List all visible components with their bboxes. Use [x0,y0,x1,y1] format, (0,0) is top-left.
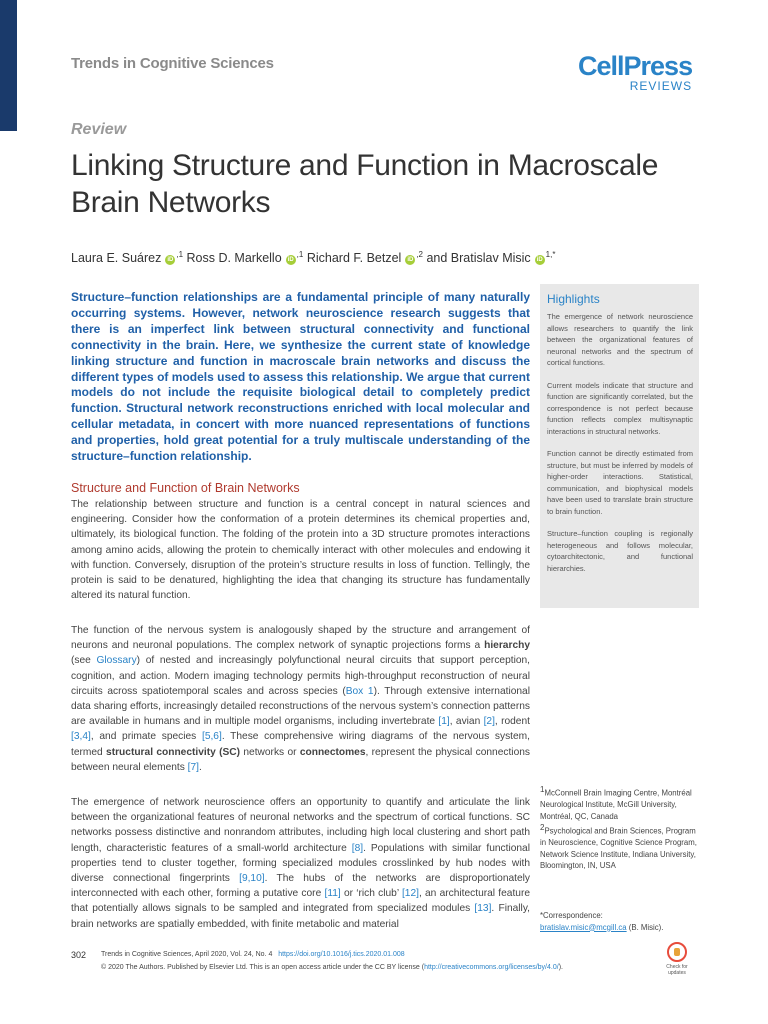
ref-link[interactable]: [1] [438,716,450,728]
email-link[interactable]: bratislav.misic@mcgill.ca [540,922,627,932]
orcid-icon[interactable]: iD [287,257,294,264]
logo-sub: REVIEWS [629,79,693,93]
ref-link[interactable]: [9,10] [239,873,265,885]
term-sc: structural connectivity (SC) [106,746,241,758]
orcid-icon[interactable]: iD [407,257,414,264]
affiliation [540,784,700,822]
footer-license [101,964,563,971]
text-run: , avian [449,716,484,728]
highlight-item: The emergence of network neuroscience allows researchers to quantify the link between the organizational features of neuronal networks and the spectrum of cortical functions. [547,312,693,367]
highlights-box [540,284,699,608]
citation-text: Trends in Cognitive Sciences, April 2020, Vol. 24, No. 4 [101,951,273,958]
text-run: . These comprehensive wiring diagrams of the nervous system, termed [71,731,530,758]
box1-link[interactable]: Box 1 [345,685,374,697]
orcid-icon[interactable]: iD [167,257,174,264]
term-connectomes: connectomes [299,746,366,758]
text-run: . Populations with similar functional properties tend to cluster together, forming specialized modules crosslinked by hub nodes with diverse connectional fingerprints [71,842,530,885]
author-sup: ,2 [416,250,423,259]
journal-color-bar [0,0,17,131]
aff-text: McConnell Brain Imaging Centre, Montréal Neurological Institute, McGill University, Montréal, QC, Canada [540,788,692,821]
text-run: . The hubs of the networks are disproportionately interconnected with each other, forming a putative core [71,873,531,900]
author-list [71,250,711,265]
page-number: 302 [71,950,87,960]
license-link[interactable]: http://creativecommons.org/licenses/by/4.0/ [424,964,559,971]
affiliation [540,822,700,872]
author-sup: ,1 [176,250,184,259]
article-type: Review [71,121,127,138]
correspondence-line [540,922,710,934]
author-sup: 1,* [545,250,556,259]
correspondence [540,910,710,933]
text-run: , rodent [494,716,530,728]
ref-link[interactable]: [12] [401,888,419,900]
body-paragraph-3 [71,795,530,932]
author-name: and Bratislav Misic [426,251,531,266]
text-run: , an architectural feature that potentially allows signals to be sampled and integrated from specialized modules [71,888,530,915]
text-run: , and primate species [90,731,202,743]
highlight-item: Function cannot be directly estimated from structure, but must be inferred by models of higher-order interactions. Statistical, communication, and biophysical models have been used to translate brain structure to brain function. [547,449,693,516]
text-run: (see [71,655,97,667]
logo-main: CellPress [578,51,693,81]
ref-link[interactable]: [3,4] [71,731,91,743]
text-run: networks or [240,746,300,758]
ref-link[interactable]: [2] [483,716,495,728]
author-name: Ross D. Markello [186,251,282,266]
text-run: or ‘rich club’ [340,888,402,900]
ref-link[interactable]: [5,6] [201,731,222,743]
text-run: The function of the nervous system is analogously shaped by the structure and arrangement of neurons and neuronal populations. The complex network of synaptic projections forms a [71,625,530,652]
license-text: ). [558,964,563,971]
correspondence-suffix: (B. Misic). [626,922,664,932]
text-run: ) of nested and increasingly polyfunctional neural circuits that support perception, cognition, and action. Modern imaging technology permits high-throughput reconstruction of neural circuits across spatiotemporal scales and across species ( [71,655,531,697]
author-sup: ,1 [296,250,304,259]
highlights-body [547,311,693,585]
footer-citation [101,951,405,958]
text-run: ). Through extensive international data sharing efforts, increasingly detailed reconstructions of the nervous system’s connection patterns are available in humans and in multiple model organisms, including invertebrate [71,685,530,728]
badge-label: Check for updates [666,964,688,976]
doi-link[interactable]: https://doi.org/10.1016/j.tics.2020.01.008 [278,951,405,958]
text-run: The emergence of network neuroscience offers an opportunity to quantify and articulate the link between the organizational features of neuronal networks and the spectrum of cortical functions. SC networks possess distinctive and nonrandom attributes, including high local clustering and short path length, characteristic features of a small-world architecture [71,797,530,854]
text-run: , represent the physical connections between neural elements [71,746,530,773]
ref-link[interactable]: [7] [187,761,199,773]
crossmark-icon [667,942,687,962]
text-run: . [199,761,202,773]
term-hierarchy: hierarchy [484,640,530,652]
author-name: Richard F. Betzel [306,251,402,266]
abstract: Structure–function relationships are a fundamental principle of many naturally occurring systems. However, network neuroscience research suggests that there is an imperfect link between structural connectivity and functional connectivity in the brain. Here, we synthesize the current state of knowledge linking structure and function in macroscale brain networks and discuss the different types of models used to assess this relationship. We argue that current models do not include the requisite biological detail to completely predict function. Structural network reconstructions enriched with local molecular and cellular metadata, in concert with more nuanced representations of functions and properties, hold great potential for a truly multiscale understanding of the structure–function relationship. [71,290,530,464]
section-heading: Structure and Function of Brain Networks [71,481,300,495]
glossary-link[interactable]: Glossary [96,655,137,667]
body-paragraph-2 [71,623,530,775]
check-for-updates-badge[interactable] [661,942,693,982]
author-name: Laura E. Suárez [71,251,162,266]
aff-text: Psychological and Brain Sciences, Program in Neuroscience, Cognitive Science Program, Network Science Institute, Indiana University, Bloomington, IN, USA [540,826,697,871]
correspondence-label: *Correspondence: [540,911,603,920]
publisher-logo[interactable] [578,52,692,93]
affiliations [540,784,700,872]
body-paragraph-1: The relationship between structure and function is a central concept in natural sciences and engineering. Consider how the conformation of a protein determines its chemical properties and, ultimately, its biological function. The folding of the protein into a 3D structure promotes interactions among amino acids, allowing the protein to chemically interact with other molecules and endowing it with function. Conversely, disruption of the protein’s structure results in loss of function. Tellingly, the protein is said to be denatured, highlighting the idea that changing its structure has fundamentally altered its natural function. [71,499,530,602]
text-run: . Finally, brain networks are spatially embedded, with finite metabolic and material [71,903,530,930]
orcid-icon[interactable]: iD [536,257,543,264]
highlight-item: Current models indicate that structure and function are significantly correlated, but the correspondence is not perfect because function reflects complex multisynaptic interactions in structural networks. [547,380,693,436]
aff-sup: 1 [540,785,545,794]
aff-sup: 2 [540,823,545,833]
highlights-title: Highlights [547,292,600,306]
ref-link[interactable]: [11] [324,888,341,900]
license-text: © 2020 The Authors. Published by Elsevier Ltd. This is an open access article under the CC BY license ( [101,964,425,971]
journal-name: Trends in Cognitive Sciences [71,55,274,72]
ref-link[interactable]: [8] [351,842,364,854]
article-title: Linking Structure and Function in Macroscale Brain Networks [71,149,659,219]
ref-link[interactable]: [13] [474,903,492,915]
highlight-item: Structure–function coupling is regionally heterogeneous and follows molecular, cytoarchitectonic, and functional hierarchies. [547,529,693,573]
